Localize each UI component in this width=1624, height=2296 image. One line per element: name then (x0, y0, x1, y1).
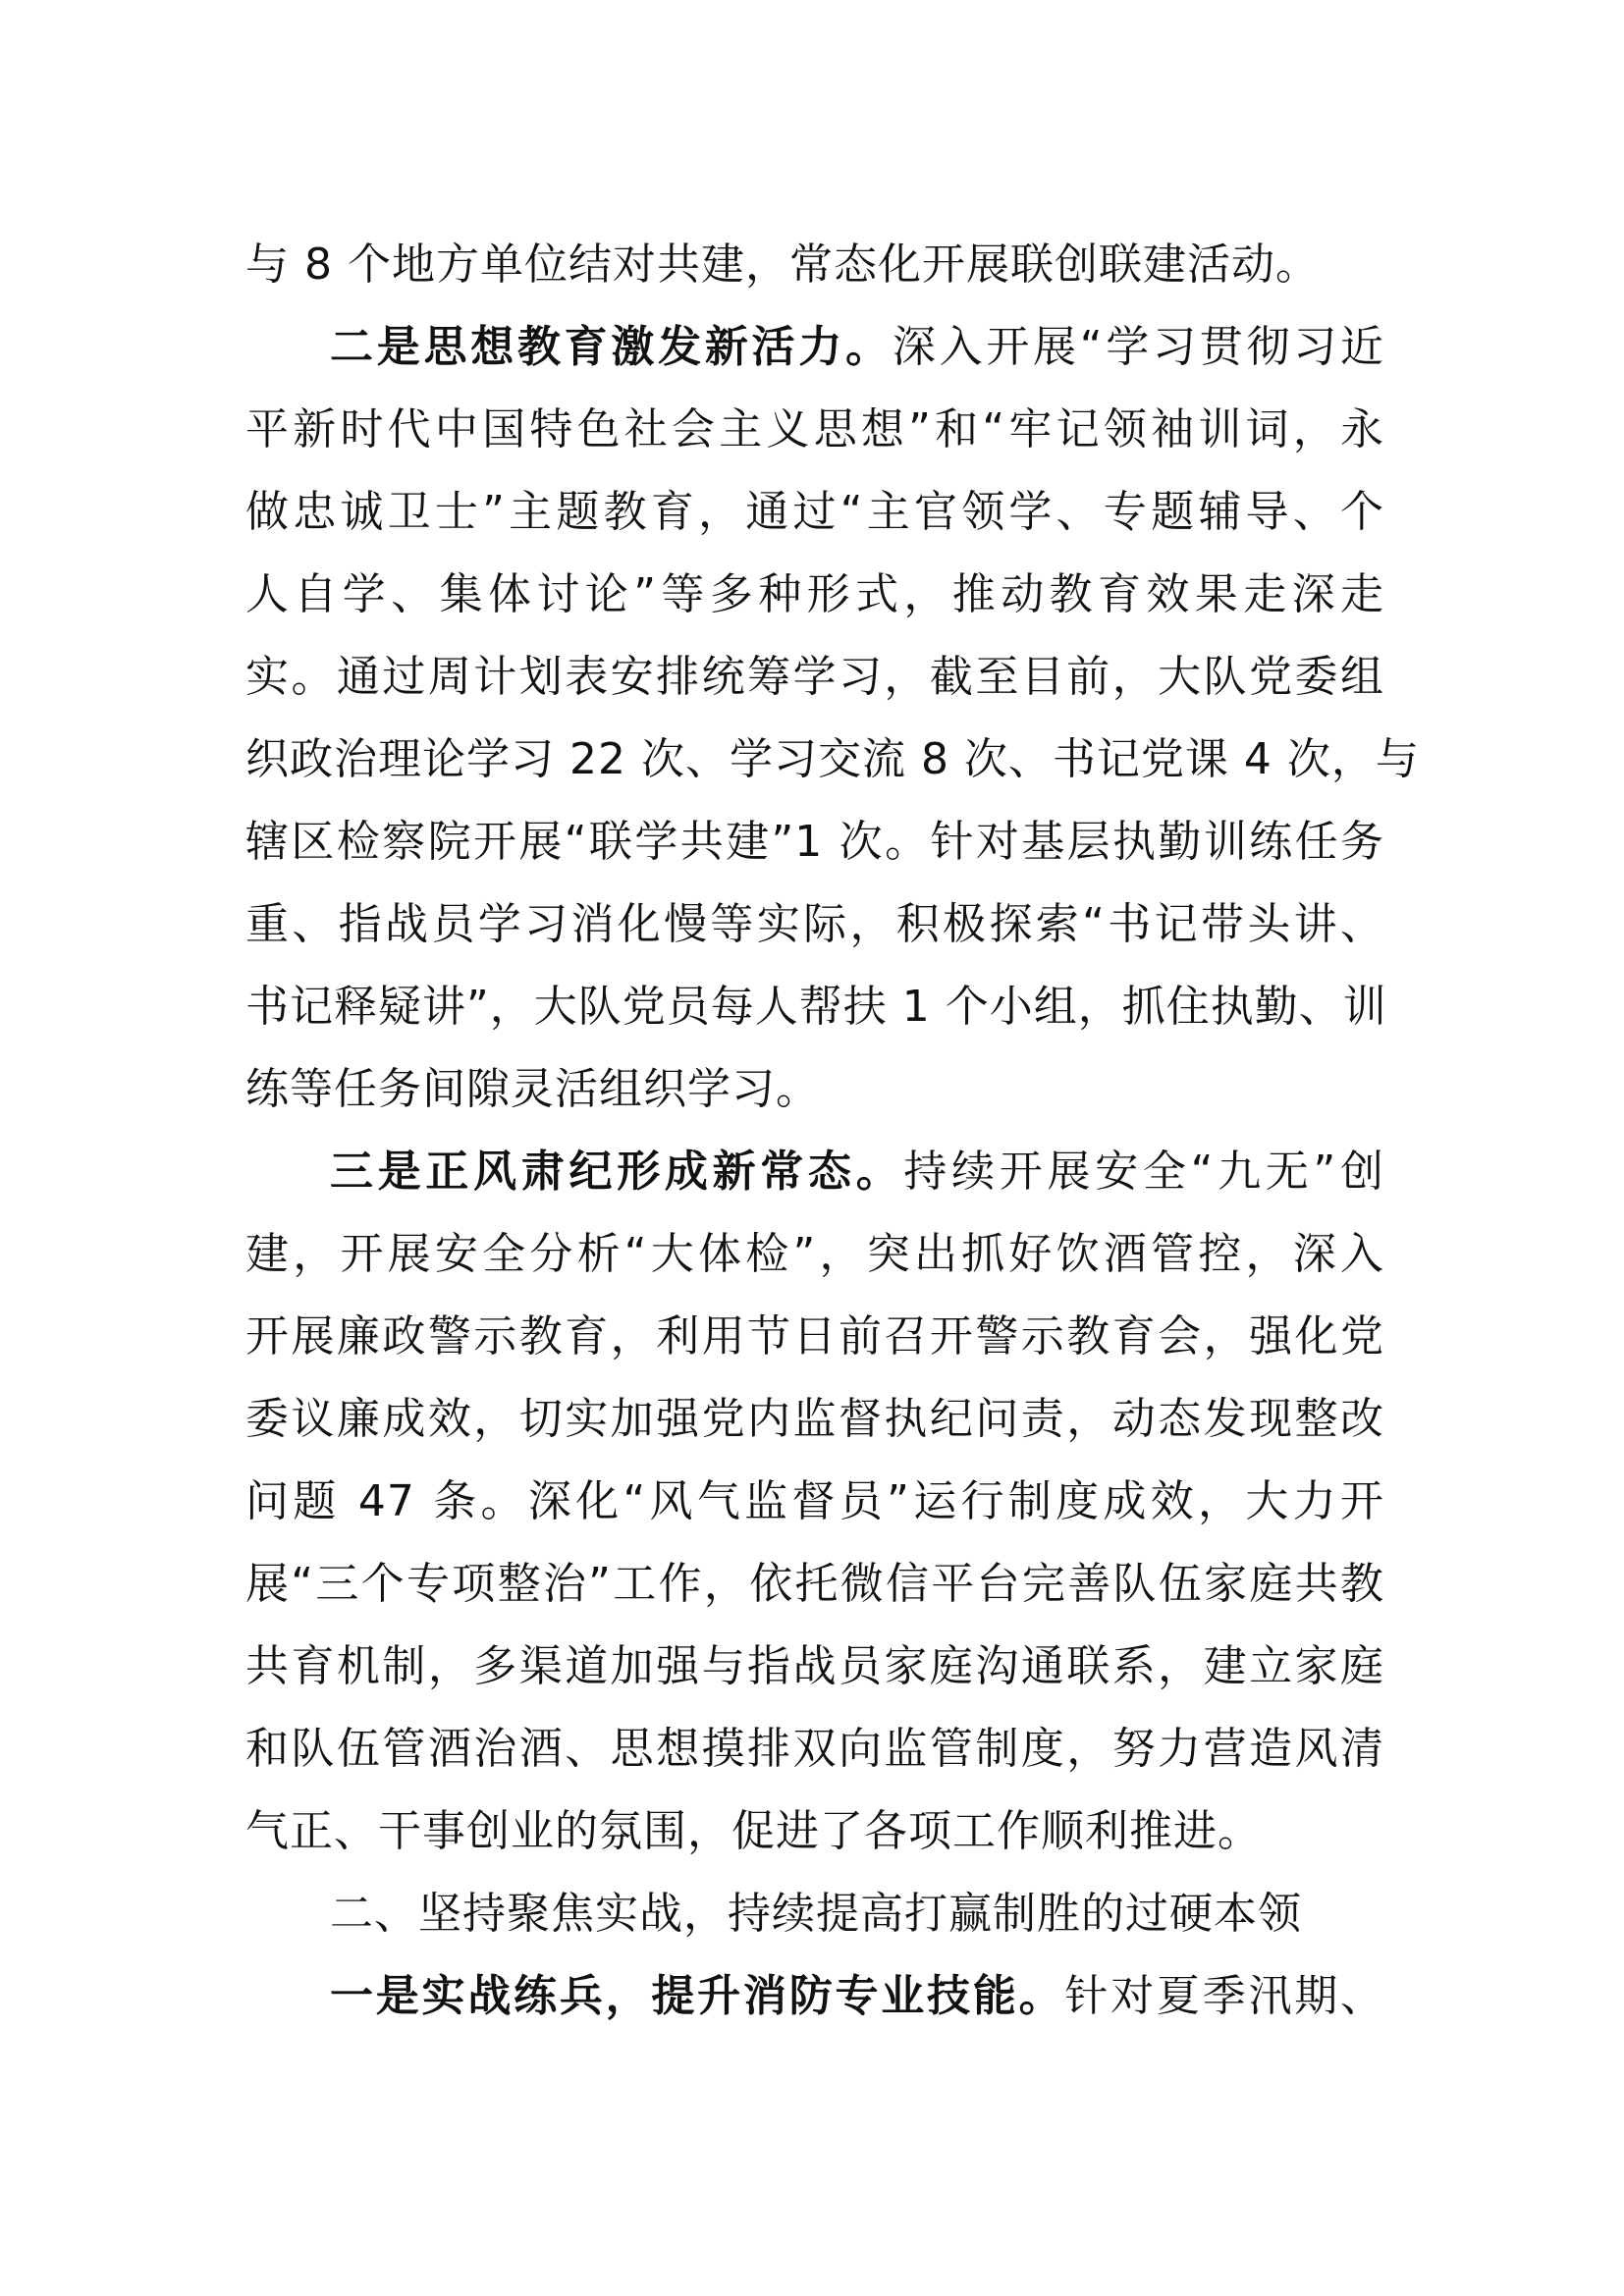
text-line-10: 书记释疑讲”，大队党员每人帮扶 1 个小组，抓住执勤、训 (245, 982, 1387, 1032)
text-line-1: 与 8 个地方单位结对共建，常态化开展联创联建活动。 (245, 240, 1320, 290)
paragraph-heading: 二是思想教育激发新活力。 (330, 322, 893, 372)
text-line-14: 开展廉政警示教育，利用节日前召开警示教育会，强化党 (245, 1311, 1384, 1362)
text-line-15: 委议廉成效，切实加强党内监督执纪问责，动态发现整改 (245, 1394, 1384, 1444)
text-line-4: 做忠诚卫士”主题教育，通过“主官领学、专题辅导、个 (245, 487, 1384, 537)
text-line-20: 气正、干事创业的氛围，促进了各项工作顺利推进。 (245, 1806, 1262, 1856)
text-line-2: 二是思想教育激发新活力。深入开展“学习贯彻习近 (330, 322, 1385, 372)
paragraph-heading: 一是实战练兵，提升消防专业技能。 (330, 1971, 1065, 2021)
text-line-8: 辖区检察院开展“联学共建”1 次。针对基层执勤训练任务 (245, 817, 1384, 867)
text-line-7: 织政治理论学习 22 次、学习交流 8 次、书记党课 4 次，与 (245, 734, 1420, 784)
paragraph-heading: 三是正风肃纪形成新常态。 (330, 1147, 904, 1197)
section-heading: 二、坚持聚焦实战，持续提高打赢制胜的过硬本领 (330, 1889, 1302, 1939)
text-line-18: 共育机制，多渠道加强与指战员家庭沟通联系，建立家庭 (245, 1641, 1384, 1691)
text-line-6: 实。通过周计划表安排统筹学习，截至目前，大队党委组 (245, 652, 1384, 702)
text-line-22: 一是实战练兵，提升消防专业技能。针对夏季汛期、 (330, 1971, 1385, 2021)
text-line-9: 重、指战员学习消化慢等实际，积极探索“书记带头讲、 (245, 899, 1384, 949)
text-line-3: 平新时代中国特色社会主义思想”和“牢记领袖训词，永 (245, 404, 1384, 454)
text-line-19: 和队伍管酒治酒、思想摸排双向监管制度，努力营造风清 (245, 1724, 1384, 1774)
text-line-17: 展“三个专项整治”工作，依托微信平台完善队伍家庭共教 (245, 1559, 1384, 1609)
text-line-5: 人自学、集体讨论”等多种形式，推动教育效果走深走 (245, 569, 1384, 619)
text-line-11: 练等任务间隙灵活组织学习。 (245, 1064, 820, 1114)
text-line-12: 三是正风肃纪形成新常态。持续开展安全“九无”创 (330, 1147, 1384, 1197)
text-line-13: 建，开展安全分析“大体检”，突出抓好饮酒管控，深入 (245, 1229, 1384, 1279)
text-line-16: 问题 47 条。深化“风气监督员”运行制度成效，大力开 (245, 1476, 1384, 1526)
